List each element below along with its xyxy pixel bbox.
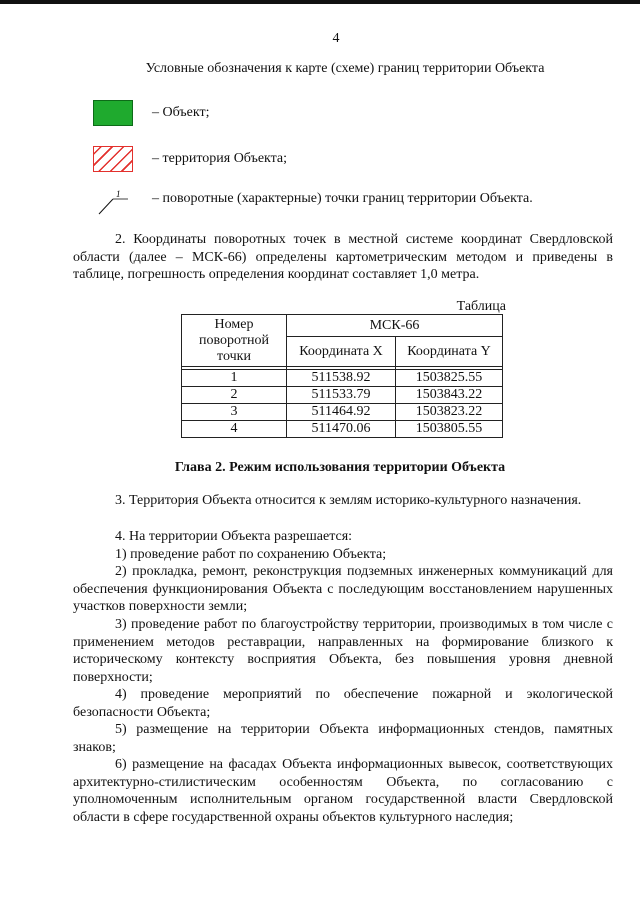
object-swatch bbox=[93, 100, 133, 126]
header-coord-y: Координата Y bbox=[396, 337, 503, 367]
territory-hatch-swatch bbox=[93, 146, 133, 172]
cell-coord-y: 1503805.55 bbox=[396, 421, 503, 438]
chapter-title: Глава 2. Режим использования территории Объекта bbox=[174, 460, 506, 475]
legend-item-object bbox=[93, 100, 209, 126]
legend-label-object: – Объект; bbox=[152, 105, 210, 120]
paragraph-4-2: 2) прокладка, ремонт, реконструкция подземных инженерных коммуникаций для обеспечения функционирования Объекта с последующим восстановлением нарушенных участков поверхности земли; bbox=[73, 564, 613, 614]
page-top-edge bbox=[0, 0, 640, 4]
legend-title: Условные обозначения к карте (схеме) границ территории Объекта bbox=[145, 61, 545, 76]
table-caption: Таблица bbox=[456, 299, 506, 314]
point-symbol-number: 1 bbox=[116, 189, 121, 199]
paragraph-coordinates-intro: 2. Координаты поворотных точек в местной системе координат Свердловской области (далее – МСК-66) определены картометрическим методом и приведены в таблице, погрешность определения координат составляет 1,0 метра. bbox=[73, 232, 613, 282]
cell-point-number: 3 bbox=[182, 404, 287, 421]
cell-coord-x: 511470.06 bbox=[287, 421, 396, 438]
paragraph-4-4: 4) проведение мероприятий по обеспечение пожарной и экологической безопасности Объекта; bbox=[73, 687, 613, 720]
turning-point-icon bbox=[93, 186, 133, 216]
paragraph-4: 4. На территории Объекта разрешается: bbox=[115, 529, 353, 544]
paragraph-3: 3. Территория Объекта относится к землям историко-культурного назначения. bbox=[115, 493, 582, 508]
header-coord-x: Координата X bbox=[287, 337, 396, 367]
table-row bbox=[182, 421, 503, 438]
table-row bbox=[182, 404, 503, 421]
paragraph-4-3: 3) проведение работ по благоустройству территории, производимых в том числе с применением методов реставрации, направленных на формирование близкого к историческому контексту восприятия Объекта, без повышения уровня дневной поверхности; bbox=[73, 617, 613, 685]
legend-item-points bbox=[93, 186, 533, 212]
table-row bbox=[182, 370, 503, 387]
cell-coord-y: 1503825.55 bbox=[396, 370, 503, 387]
page-number: 4 bbox=[332, 31, 340, 46]
cell-point-number: 2 bbox=[182, 387, 287, 404]
cell-coord-y: 1503823.22 bbox=[396, 404, 503, 421]
paragraph-4-5: 5) размещение на территории Объекта информационных стендов, памятных знаков; bbox=[73, 722, 613, 755]
paragraph-4-6: 6) размещение на фасадах Объекта информационных вывесок, соответствующих архитектурно-стилистическим особенностям Объекта, по согласованию с уполномоченным исполнительным органом государственной власти Свердловской области в сфере государственной охраны объектов культурного наследия; bbox=[73, 757, 613, 825]
cell-point-number: 4 bbox=[182, 421, 287, 438]
legend-label-points: – поворотные (характерные) точки границ территории Объекта. bbox=[152, 191, 533, 206]
table-row bbox=[182, 387, 503, 404]
cell-point-number: 1 bbox=[182, 370, 287, 387]
cell-coord-x: 511538.92 bbox=[287, 370, 396, 387]
header-coordinate-system: МСК-66 bbox=[287, 315, 503, 337]
header-point-number: Номер поворотной точки bbox=[182, 315, 287, 367]
cell-coord-x: 511464.92 bbox=[287, 404, 396, 421]
paragraph-4-1: 1) проведение работ по сохранению Объекта; bbox=[115, 547, 387, 562]
cell-coord-x: 511533.79 bbox=[287, 387, 396, 404]
legend-label-territory: – территория Объекта; bbox=[152, 151, 288, 166]
cell-coord-y: 1503843.22 bbox=[396, 387, 503, 404]
coordinates-table bbox=[181, 314, 503, 438]
turning-point-symbol bbox=[93, 186, 133, 212]
legend-item-territory bbox=[93, 146, 287, 172]
